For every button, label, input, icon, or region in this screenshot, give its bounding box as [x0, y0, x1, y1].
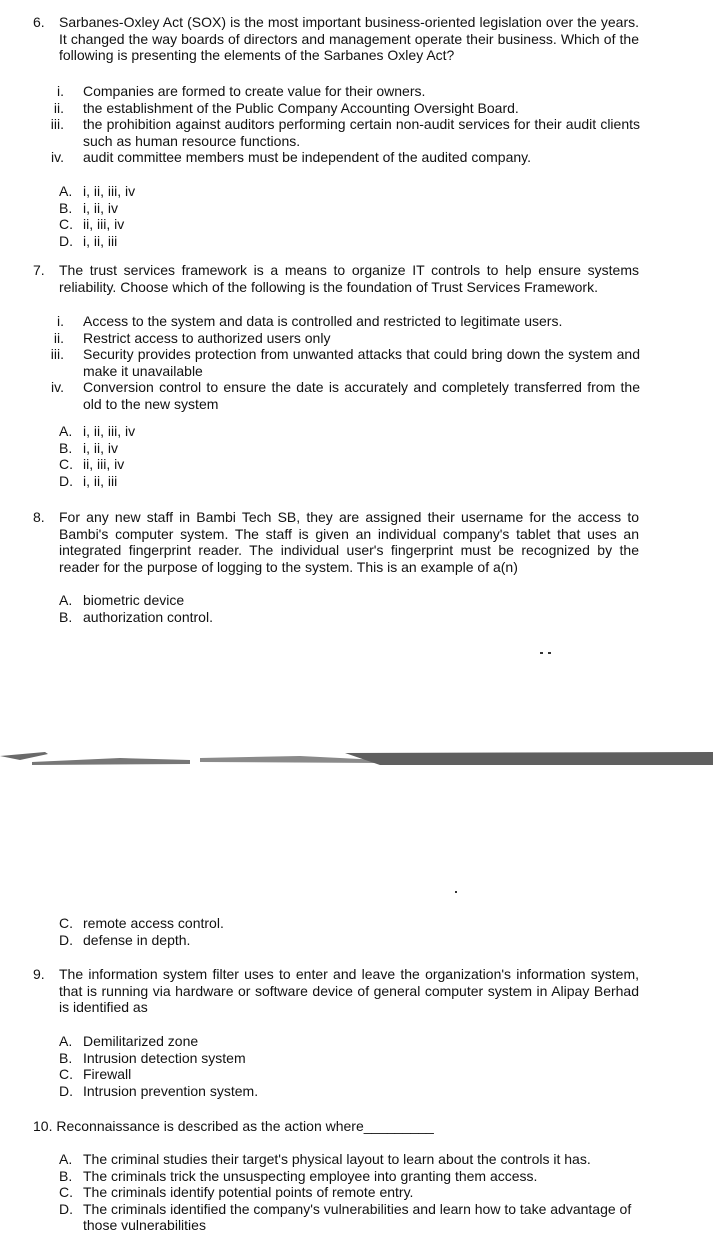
list-item: iv. Conversion control to ensure the date is accurately and completely transferred from the old to the new system — [51, 379, 640, 412]
list-item: ii. Restrict access to authorized users only — [53, 329, 331, 346]
list-item: iii. Security provides protection from unwanted attacks that could bring down the system and make it unavailable — [50, 346, 640, 379]
answer-option[interactable]: B. Intrusion detection system — [59, 1049, 246, 1066]
stray-mark — [455, 891, 457, 893]
answer-option[interactable]: D. i, ii, iii — [59, 232, 118, 249]
answer-option[interactable]: C. ii, iii, iv — [59, 216, 125, 232]
question-10 — [33, 1118, 639, 1135]
answer-option[interactable]: A. i, ii, iii, iv — [59, 423, 136, 439]
question-text: The information system filter uses to enter and leave the organization's information system, that is running via hardware or software device of general computer system in Alipay Berhad is identified as — [59, 966, 639, 1015]
answer-option[interactable]: D. i, ii, iii — [59, 472, 118, 489]
answer-option[interactable]: C. Firewall — [59, 1066, 132, 1082]
q7-statement-list — [40, 313, 640, 412]
answer-option[interactable]: B. authorization control. — [59, 608, 213, 625]
answer-option[interactable]: A. The criminal studies their target's physical layout to learn about the controls it has. — [59, 1151, 591, 1167]
answer-option[interactable]: A. biometric device — [59, 592, 185, 608]
question-6 — [33, 14, 639, 64]
question-text: The trust services framework is a means to organize IT controls to help ensure systems reliability. Choose which of the following is the foundation of Trust Services Framework. — [59, 262, 639, 295]
stray-mark — [540, 652, 543, 654]
question-number: 7. — [33, 262, 45, 278]
q10-answer-options — [59, 1151, 639, 1234]
question-9 — [33, 966, 639, 1016]
answer-option[interactable]: D. The criminals identified the company's vulnerabilities and learn how to take advantage of those vulnerabilities — [59, 1200, 632, 1233]
question-text: Reconnaissance is described as the action where — [56, 1118, 364, 1134]
question-8 — [33, 509, 639, 575]
answer-option[interactable]: A. Demilitarized zone — [59, 1033, 199, 1049]
answer-option[interactable]: B. The criminals trick the unsuspecting employee into granting them access. — [59, 1167, 538, 1184]
question-text: Sarbanes-Oxley Act (SOX) is the most important business-oriented legislation over the years. It changed the way boards of directors and management operate their business. Which of the following is presenting the elements of the Sarbanes Oxley Act? — [59, 14, 639, 63]
q8-answer-options-top — [59, 592, 639, 625]
answer-option[interactable]: A. i, ii, iii, iv — [59, 183, 136, 199]
q6-statement-list — [40, 83, 640, 166]
q8-answer-options-bottom — [59, 915, 639, 948]
list-item: iii. the prohibition against auditors performing certain non-audit services for their audit clients such as human resource functions. — [50, 116, 640, 149]
question-number: 10. — [33, 1118, 53, 1134]
answer-option[interactable]: B. i, ii, iv — [59, 199, 118, 216]
q6-answer-options — [59, 183, 639, 249]
question-number: 9. — [33, 966, 45, 982]
answer-blank: _________ — [363, 1118, 434, 1134]
question-7 — [33, 262, 639, 295]
question-number: 8. — [33, 509, 45, 525]
answer-option[interactable]: D. defense in depth. — [59, 931, 191, 948]
q7-answer-options — [59, 423, 639, 489]
answer-option[interactable]: C. The criminals identify potential points of remote entry. — [59, 1184, 414, 1200]
question-text: For any new staff in Bambi Tech SB, they are assigned their username for the access to Bambi's computer system. The staff is given an individual company's tablet that uses an integrated fingerprint reader. The individual user's fingerprint must be recognized by the reader for the purpose of logging to the system. This is an example of a(n) — [59, 509, 639, 575]
stray-mark — [548, 652, 551, 654]
list-item: ii. the establishment of the Public Company Accounting Oversight Board. — [53, 99, 519, 116]
question-number: 6. — [33, 14, 45, 30]
page-break-stroke — [0, 748, 713, 772]
q9-answer-options — [59, 1033, 639, 1099]
list-item: iv. audit committee members must be independent of the audited company. — [51, 149, 531, 165]
answer-option[interactable]: D. Intrusion prevention system. — [59, 1082, 259, 1099]
answer-option[interactable]: B. i, ii, iv — [59, 439, 118, 456]
answer-option[interactable]: C. ii, iii, iv — [59, 456, 125, 472]
list-item: i. Companies are formed to create value for their owners. — [57, 83, 426, 99]
answer-option[interactable]: C. remote access control. — [59, 915, 224, 931]
list-item: i. Access to the system and data is controlled and restricted to legitimate users. — [57, 313, 563, 329]
